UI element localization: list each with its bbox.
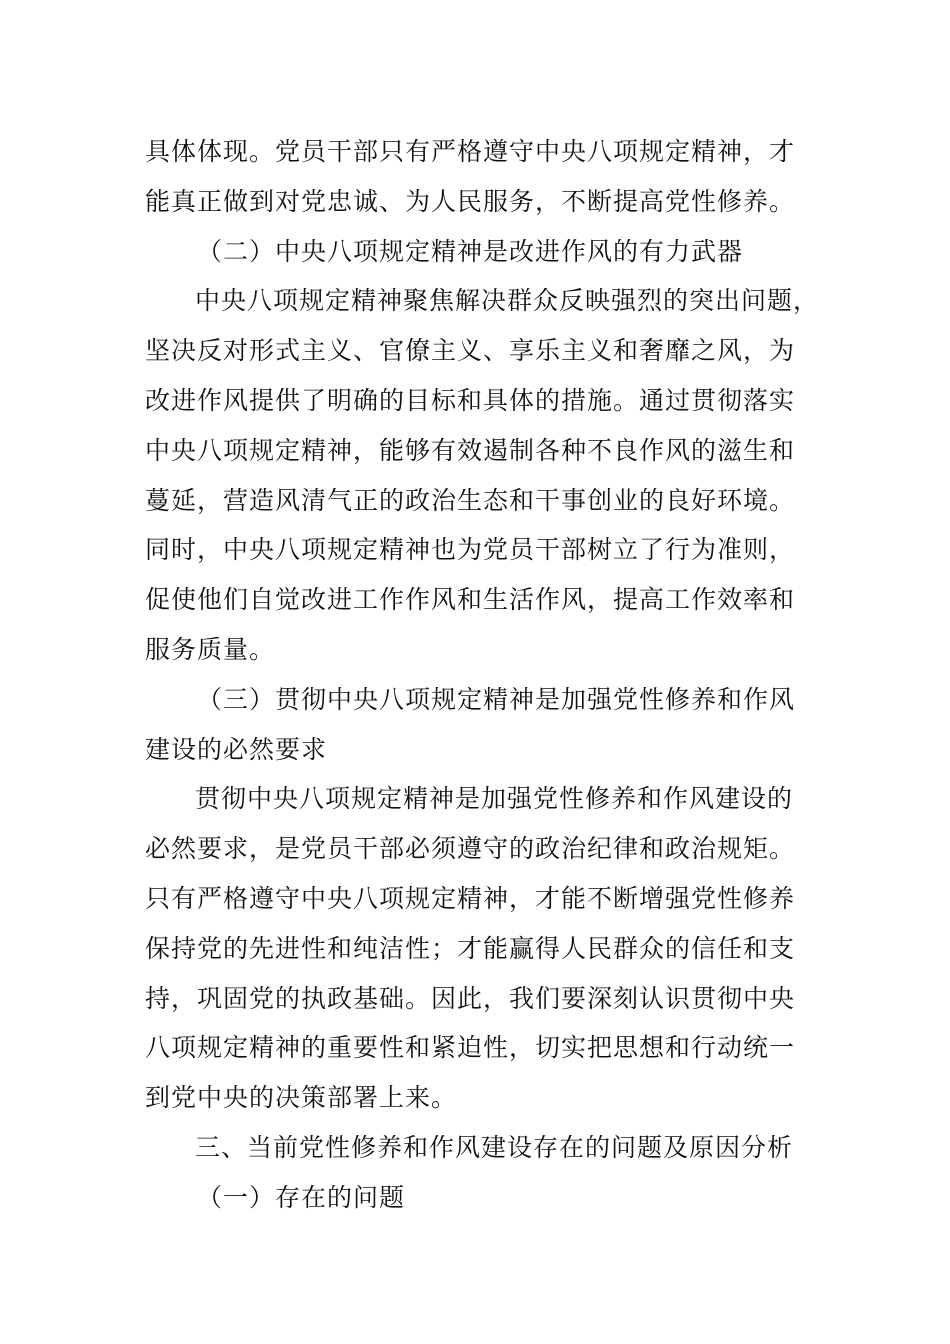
subsection-heading-3-continued: 建设的必然要求 [145,734,328,764]
body-line: 同时，中央八项规定精神也为党员干部树立了行为准则， [145,535,796,565]
paragraph-start: 中央八项规定精神聚焦解决群众反映强烈的突出问题， [195,286,820,316]
body-line: 持，巩固党的执政基础。因此，我们要深刻认识贯彻中央 [145,983,796,1013]
body-line: 坚决反对形式主义、官僚主义、享乐主义和奢靡之风，为 [145,336,796,366]
body-line: 到党中央的决策部署上来。 [145,1083,458,1113]
paragraph-start: 贯彻中央八项规定精神是加强党性修养和作风建设的 [195,784,794,814]
subsection-heading-2: （二）中央八项规定精神是改进作风的有力武器 [197,236,744,266]
body-line: 促使他们自觉改进工作作风和生活作风，提高工作效率和 [145,585,796,615]
body-line: 服务质量。 [145,634,276,664]
body-line: 蔓延，营造风清气正的政治生态和干事创业的良好环境。 [145,485,796,515]
body-line: 必然要求，是党员干部必须遵守的政治纪律和政治规矩。 [145,834,796,864]
body-line: 八项规定精神的重要性和紧迫性，切实把思想和行动统一 [145,1033,796,1063]
body-line: 具体体现。党员干部只有严格遵守中央八项规定精神，才 [145,137,796,166]
body-line: 只有严格遵守中央八项规定精神，才能不断增强党性修养 [145,883,796,913]
subsection-heading-3: （三）贯彻中央八项规定精神是加强党性修养和作风 [197,684,796,714]
body-line: 保持党的先进性和纯洁性；才能赢得人民群众的信任和支 [145,933,796,963]
body-line: 改进作风提供了明确的目标和具体的措施。通过贯彻落实 [145,385,796,415]
body-line: 能真正做到对党忠诚、为人民服务，不断提高党性修养。 [145,186,796,216]
body-line: 中央八项规定精神，能够有效遏制各种不良作风的滋生和 [145,435,796,465]
document-body [145,127,835,1223]
subsection-heading-1: （一）存在的问题 [197,1182,406,1212]
section-heading-3: 三、当前党性修养和作风建设存在的问题及原因分析 [195,1132,794,1162]
